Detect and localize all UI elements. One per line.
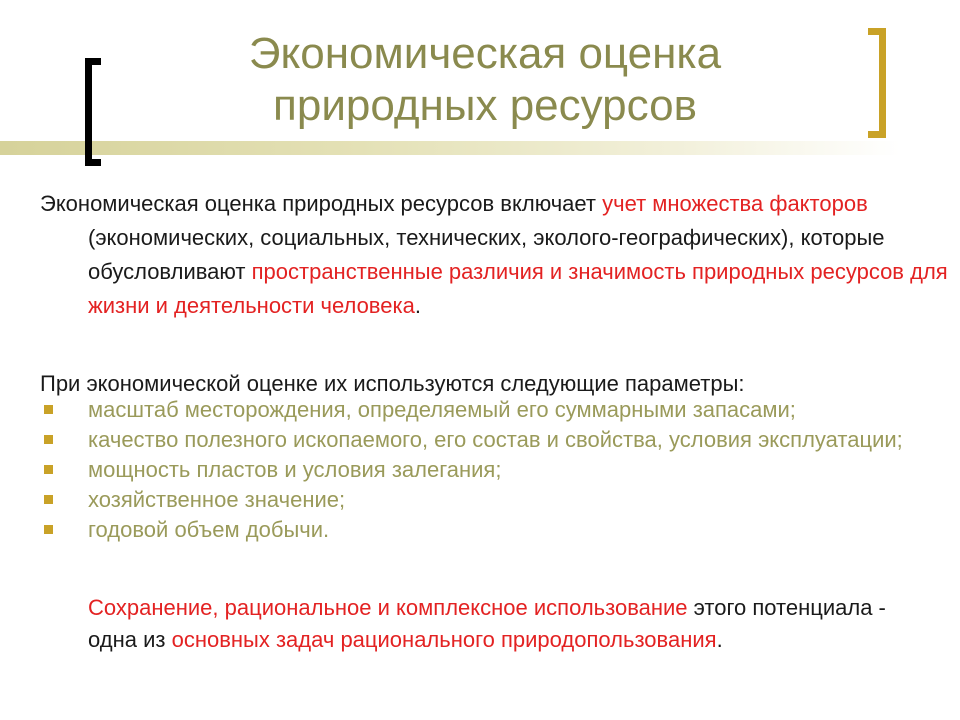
intro-text-2: (экономических, социальных, технических, эколого-географических), которые обусловливают — [88, 225, 885, 284]
square-bullet-icon — [44, 405, 53, 414]
square-bullet-icon — [44, 435, 53, 444]
conclusion-text-1: этого потенциала - одна из — [88, 595, 886, 652]
list-item — [40, 455, 945, 485]
square-bullet-icon — [44, 495, 53, 504]
conclusion-text-2: . — [716, 627, 723, 652]
intro-highlight-1: учет множества факторов — [602, 191, 868, 216]
conclusion-highlight-1: Сохранение, рациональное и комплексное использование — [88, 595, 688, 620]
list-item — [40, 485, 945, 515]
list-item-text: масштаб месторождения, определяемый его суммарными запасами; — [88, 397, 796, 422]
list-item-text: качество полезного ископаемого, его состав и свойства, условия эксплуатации; — [88, 427, 903, 452]
intro-highlight-2: пространственные различия и значимость природных ресурсов для жизни и деятельности человека — [88, 259, 948, 318]
square-bullet-icon — [44, 465, 53, 474]
list-item-text: годовой объем добычи. — [88, 517, 330, 542]
title-gradient-band — [0, 141, 900, 155]
conclusion-highlight-2: основных задач рационального природопользования — [171, 627, 717, 652]
square-bullet-icon — [44, 525, 53, 534]
title-line-1: Экономическая оценка — [248, 29, 722, 78]
intro-paragraph — [40, 187, 960, 323]
list-item-text: хозяйственное значение; — [88, 487, 346, 512]
list-item — [40, 425, 945, 455]
parameters-list — [40, 395, 945, 545]
intro-text-1: Экономическая оценка природных ресурсов включает — [40, 191, 603, 216]
parameters-intro: При экономической оценке их используются следующие параметры: — [40, 371, 745, 396]
list-item-text: мощность пластов и условия залегания; — [88, 457, 502, 482]
slide-title — [110, 28, 860, 132]
list-item — [40, 515, 945, 545]
title-line-2: природных ресурсов — [273, 81, 697, 130]
left-bracket-decoration — [85, 58, 101, 166]
list-item — [40, 395, 945, 425]
right-bracket-decoration — [868, 28, 886, 138]
intro-text-3: . — [414, 293, 421, 318]
conclusion-paragraph — [88, 592, 918, 656]
